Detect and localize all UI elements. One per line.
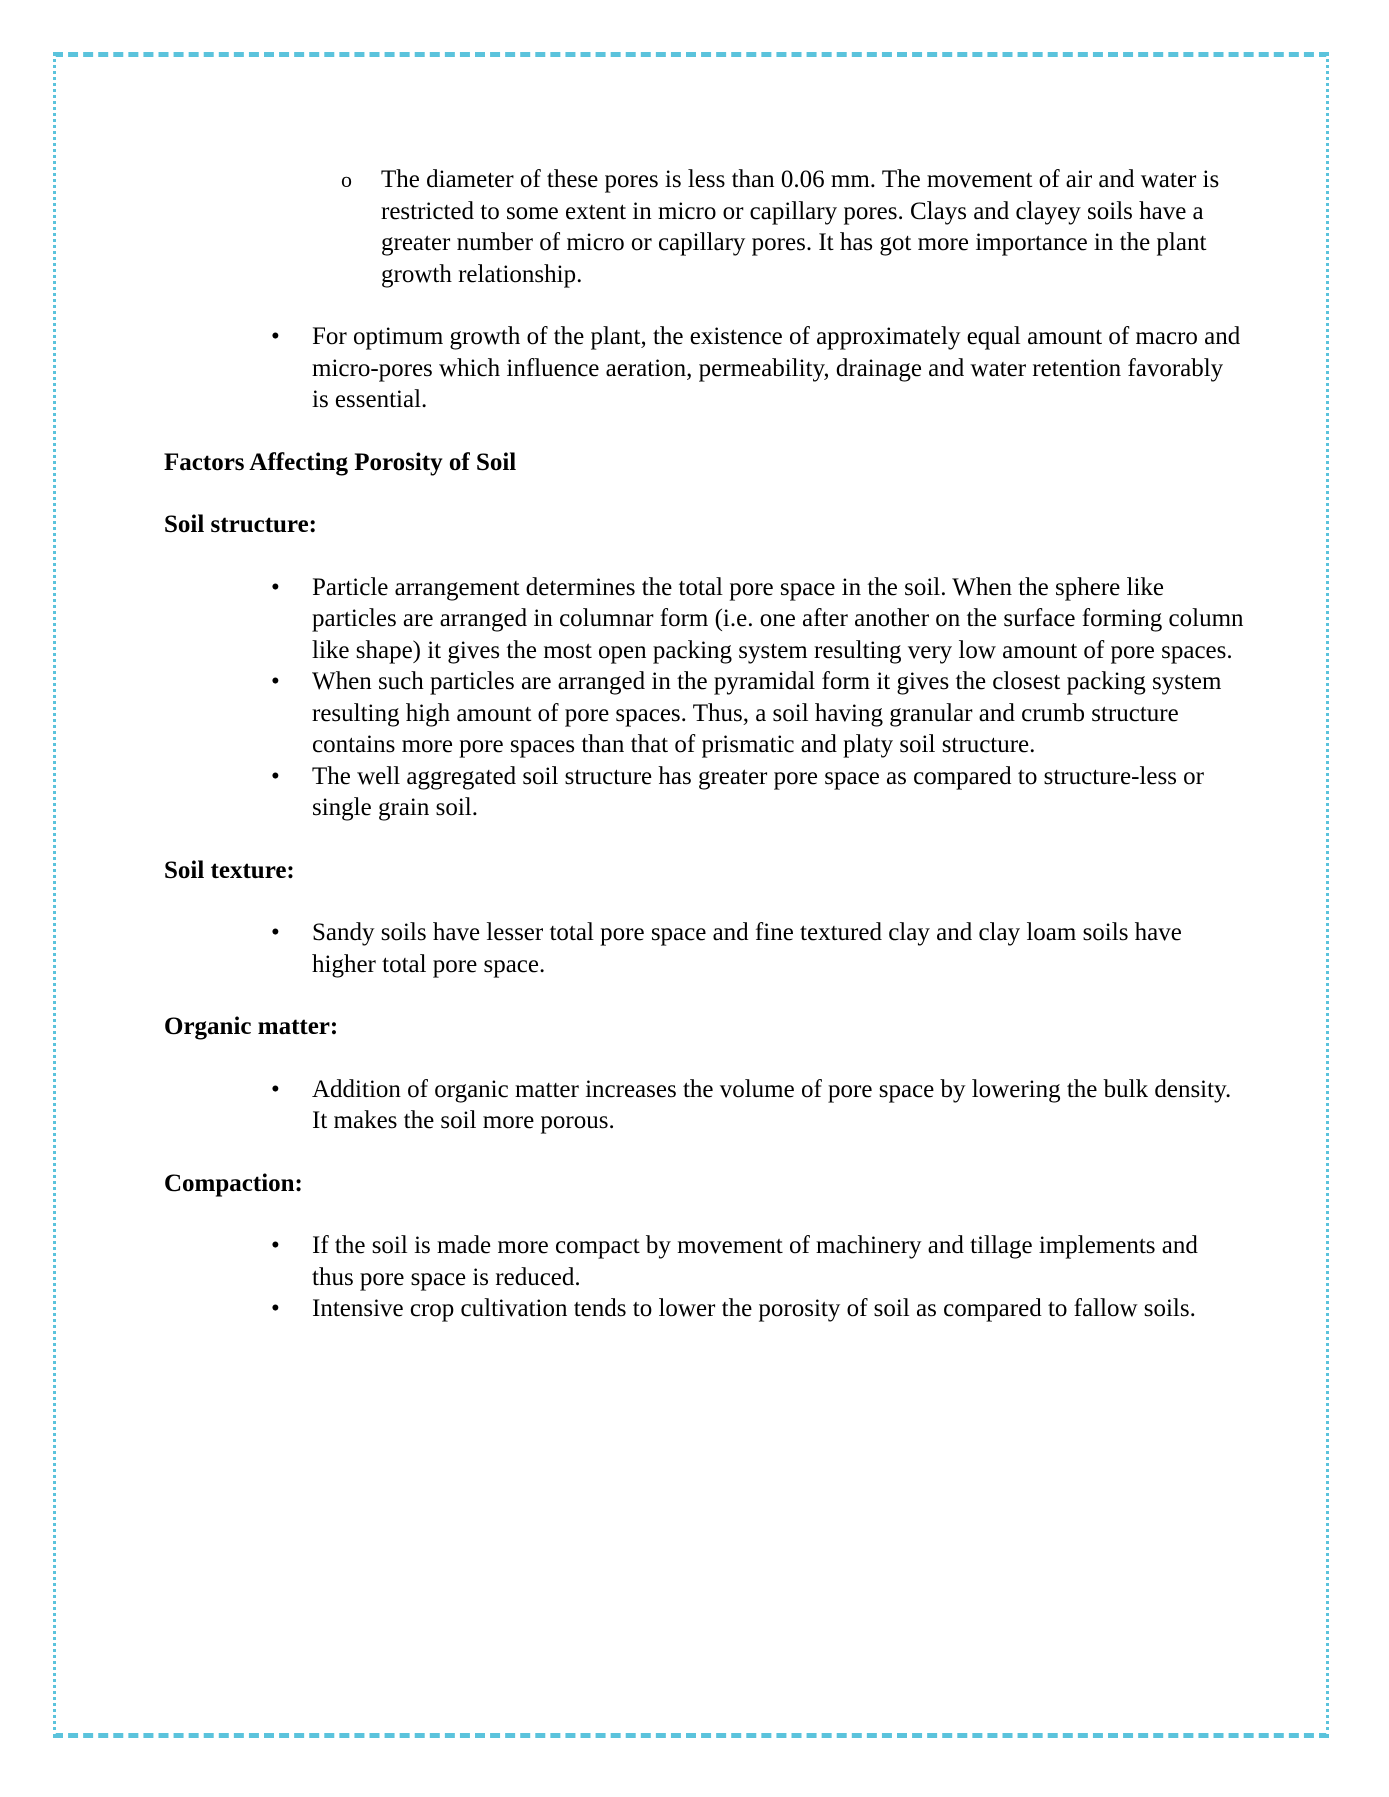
sub-list-item-text: The diameter of these pores is less than 0.06 mm. The movement of air and water is restricted to some extent in micro or capillary pores. Clays and clayey soils have a greater number of micro or capillary pores. It has got more importance in the plant growth relationship. — [381, 166, 1220, 288]
sub-list-item — [341, 164, 1244, 290]
subsection-heading-soil-structure: Soil structure: — [164, 511, 317, 538]
list-item-text: Addition of organic matter increases the volume of pore space by lowering the bulk density. It makes the soil more porous. — [312, 1075, 1232, 1134]
organic-matter-list — [164, 1074, 1244, 1137]
bullet-icon: • — [271, 1075, 280, 1103]
list-item — [271, 321, 1244, 416]
bullet-icon: • — [271, 762, 280, 790]
soil-texture-list — [164, 917, 1244, 980]
spacer — [164, 478, 1244, 509]
spacer — [164, 290, 1244, 321]
list-item — [271, 761, 1244, 824]
soil-structure-list — [164, 572, 1244, 824]
compaction-list — [164, 1230, 1244, 1325]
list-item-text: When such particles are arranged in the pyramidal form it gives the closest packing system resulting high amount of pore spaces. Thus, a soil having granular and crumb structure contains more pore spaces than that of prismatic and platy soil structure. — [312, 668, 1222, 758]
subsection-heading-organic-matter: Organic matter: — [164, 1013, 339, 1040]
spacer — [164, 1199, 1244, 1230]
spacer — [164, 824, 1244, 855]
document-body — [164, 164, 1244, 1325]
spacer — [164, 416, 1244, 447]
list-item-text: Sandy soils have lesser total pore space and fine textured clay and clay loam soils have higher total pore space. — [312, 919, 1182, 978]
list-item-text: Particle arrangement determines the total pore space in the soil. When the sphere like particles are arranged in columnar form (i.e. one after another on the surface forming column like shape) it gives the most open packing system resulting very low amount of pore spaces. — [312, 573, 1244, 664]
intro-bullet-list — [164, 321, 1244, 416]
list-item — [271, 1293, 1244, 1325]
list-item — [271, 666, 1244, 761]
bullet-icon: • — [271, 1232, 280, 1259]
list-item — [271, 917, 1244, 980]
spacer — [164, 541, 1244, 572]
list-item-text: If the soil is made more compact by movement of machinery and tillage implements and thus pore space is reduced. — [312, 1232, 1198, 1291]
list-item-text: Intensive crop cultivation tends to lower the porosity of soil as compared to fallow soils. — [312, 1295, 1196, 1322]
bullet-icon: • — [271, 1295, 280, 1322]
bullet-icon: • — [271, 573, 280, 601]
bullet-icon: • — [271, 919, 280, 946]
bullet-icon: • — [271, 668, 280, 695]
circle-bullet-icon: o — [341, 167, 352, 192]
list-item-text: For optimum growth of the plant, the existence of approximately equal amount of macro and micro-pores which influence aeration, permeability, drainage and water retention favorably is essential. — [312, 323, 1241, 413]
subsection-heading-compaction: Compaction: — [164, 1169, 303, 1197]
subsection-heading-soil-texture: Soil texture: — [164, 856, 295, 884]
spacer — [164, 886, 1244, 917]
sub-list — [164, 164, 1244, 290]
spacer — [164, 980, 1244, 1011]
list-item — [271, 1230, 1244, 1293]
bullet-icon: • — [271, 323, 280, 350]
list-item — [271, 1074, 1244, 1137]
list-item — [271, 572, 1244, 667]
spacer — [164, 1043, 1244, 1074]
spacer — [164, 1137, 1244, 1168]
list-item-text: The well aggregated soil structure has greater pore space as compared to structure-less or single grain soil. — [312, 762, 1204, 821]
section-title: Factors Affecting Porosity of Soil — [164, 448, 517, 476]
